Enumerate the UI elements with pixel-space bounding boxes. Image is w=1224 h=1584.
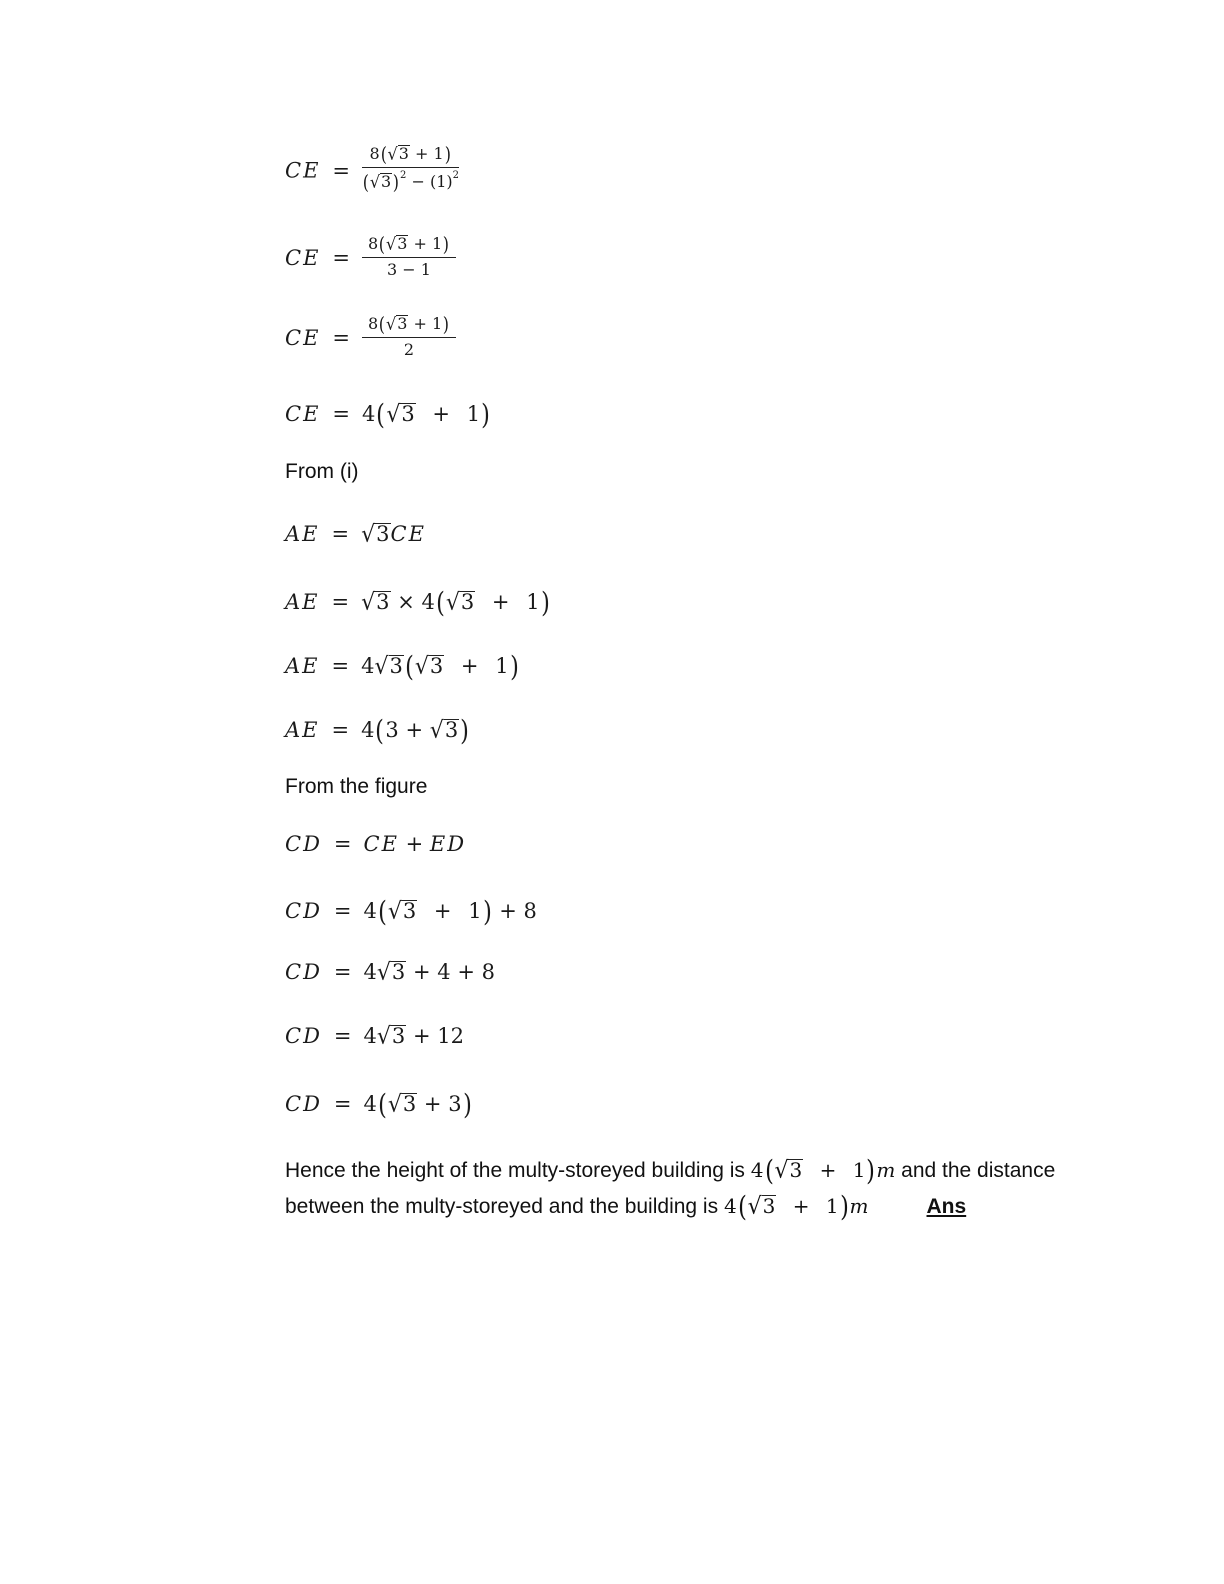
- equals-sign: =: [331, 654, 350, 678]
- lhs-ce: CE: [285, 326, 321, 350]
- numerator: 8(√3 + 1): [362, 142, 459, 168]
- lhs-ce: CE: [285, 402, 321, 426]
- equals-sign: =: [332, 326, 351, 350]
- equals-sign: =: [333, 1024, 352, 1048]
- text-from-the-figure: From the figure: [285, 775, 428, 798]
- equals-sign: =: [331, 718, 350, 742]
- equation-cd-step-3: CD = 4√3 + 4 + 8: [285, 959, 496, 986]
- height-value: 4(√3 + 1)m: [750, 1154, 896, 1187]
- conclusion-text: between the multy-storeyed and the building is: [285, 1195, 724, 1218]
- text-from-i: From (i): [285, 460, 359, 483]
- numerator: 8(√3 + 1): [362, 312, 456, 338]
- lhs-ce: CE: [285, 158, 321, 183]
- equation-ae-step-3: AE = 4√3(√3 + 1): [285, 650, 519, 683]
- fraction: [362, 312, 456, 359]
- distance-value: 4(√3 + 1)m: [723, 1190, 869, 1223]
- conclusion-text: and the distance: [895, 1159, 1056, 1182]
- equation-cd-step-4: CD = 4√3 + 12: [285, 1023, 465, 1050]
- equals-sign: =: [331, 522, 350, 546]
- equation-ce-result: CE = 4(√3 + 1): [285, 398, 490, 431]
- equation-ce-step-1: [285, 142, 460, 198]
- lhs-cd: CD: [285, 960, 322, 984]
- equals-sign: =: [333, 1092, 352, 1116]
- numerator: 8(√3 + 1): [362, 232, 456, 258]
- equals-sign: =: [333, 899, 352, 923]
- lhs-ae: AE: [285, 718, 320, 742]
- equals-sign: =: [331, 590, 350, 614]
- lhs-ae: AE: [285, 522, 320, 546]
- ans-label: Ans: [926, 1195, 967, 1218]
- equation-cd-step-1: CD = CE + ED: [285, 832, 467, 856]
- equation-ce-step-2: [285, 232, 456, 283]
- lhs-cd: CD: [285, 899, 322, 923]
- denominator: $(√3)^2 - (1)^2$: [362, 170, 460, 194]
- equals-sign: =: [332, 158, 351, 183]
- equals-sign: =: [333, 960, 352, 984]
- equation-cd-result: CD = 4(√3 + 3): [285, 1088, 472, 1121]
- conclusion-text: Hence the height of the multy-storeyed building is: [285, 1159, 751, 1182]
- lhs-cd: CD: [285, 1092, 322, 1116]
- equals-sign: =: [333, 832, 352, 856]
- lhs-cd: CD: [285, 1024, 322, 1048]
- lhs-cd: CD: [285, 832, 322, 856]
- conclusion-line-2: [285, 1190, 966, 1223]
- equation-ae-step-2: AE = √3 × 4(√3 + 1): [285, 586, 550, 619]
- lhs-ae: AE: [285, 654, 320, 678]
- conclusion-line-1: [285, 1154, 1055, 1187]
- equation-cd-step-2: CD = 4(√3 + 1) + 8: [285, 895, 537, 928]
- fraction: [362, 232, 456, 279]
- equation-ce-step-3: [285, 312, 456, 363]
- lhs-ae: AE: [285, 590, 320, 614]
- equals-sign: =: [332, 246, 351, 270]
- equation-ae-result: AE = 4(3 + √3): [285, 714, 470, 747]
- fraction: [362, 142, 459, 194]
- equals-sign: =: [332, 402, 351, 426]
- lhs-ce: CE: [285, 246, 321, 270]
- equation-ae-step-1: AE = √3CE: [285, 521, 426, 548]
- denominator: 3 − 1: [387, 260, 431, 279]
- denominator: 2: [403, 340, 415, 359]
